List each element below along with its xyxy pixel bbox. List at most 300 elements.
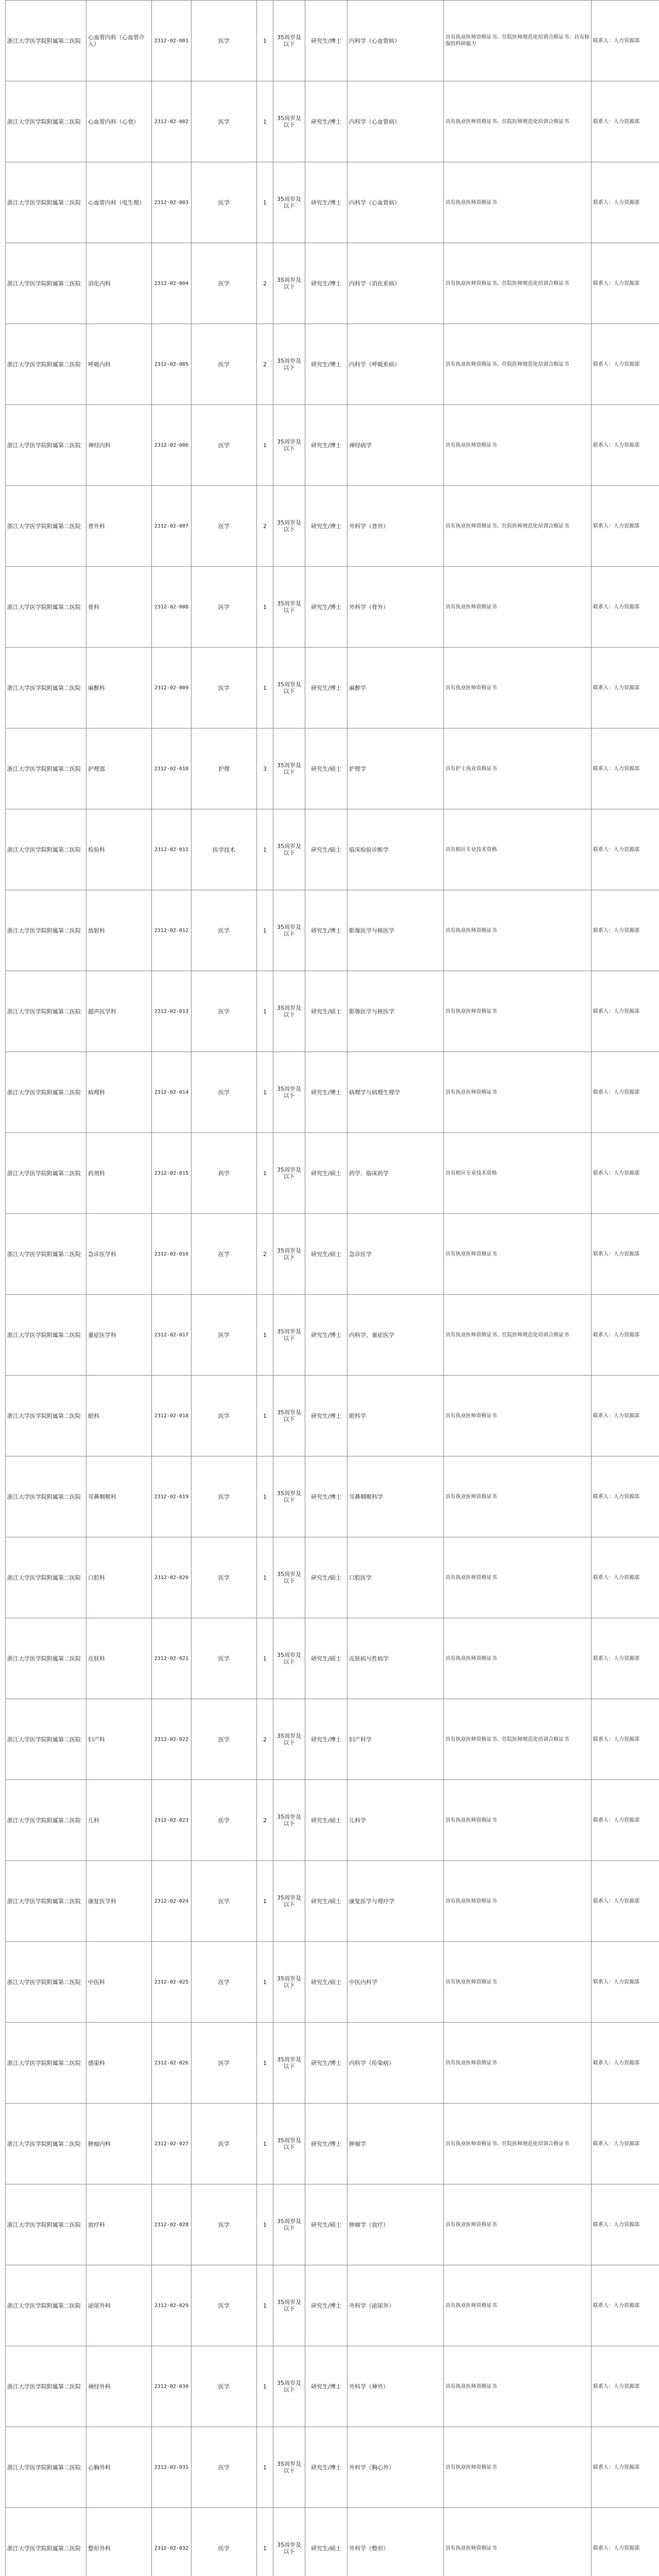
age-cell: 35周岁及以下 <box>273 648 305 728</box>
post-cell: 妇产科 <box>86 1699 152 1780</box>
code-cell: 2312-02-005 <box>152 324 192 405</box>
major-cell: 医学 <box>192 1052 257 1133</box>
age-cell: 35周岁及以下 <box>273 1 305 81</box>
other-condition-cell: 具有执业医师资格证书 <box>444 1942 592 2023</box>
requirement-cell: 临床检验诊断学 <box>348 809 444 890</box>
education-cell: 研究生/博士 <box>305 405 348 486</box>
contact-cell: 联系人：人力资源部 <box>592 243 659 324</box>
education-cell: 研究生/博士 <box>305 324 348 405</box>
post-cell: 病理科 <box>86 1052 152 1133</box>
other-condition-cell: 具有执业医师资格证书 <box>444 2265 592 2346</box>
requirement-cell: 眼科学 <box>348 1376 444 1456</box>
major-cell: 医学 <box>192 243 257 324</box>
major-cell: 药学 <box>192 1133 257 1214</box>
age-cell: 35周岁及以下 <box>273 1133 305 1214</box>
code-cell: 2312-02-023 <box>152 1780 192 1861</box>
other-condition-cell: 具有执业医师资格证书 <box>444 2346 592 2427</box>
requirement-cell: 妇产科学 <box>348 1699 444 1780</box>
table-row <box>6 1942 659 2023</box>
major-cell: 医学 <box>192 1537 257 1618</box>
requirement-cell: 中医内科学 <box>348 1942 444 2023</box>
code-cell: 2312-02-020 <box>152 1537 192 1618</box>
unit-cell: 浙江大学医学院附属第二医院 <box>6 648 86 728</box>
post-cell: 消化内科 <box>86 243 152 324</box>
major-cell: 医学 <box>192 324 257 405</box>
table-row <box>6 162 659 243</box>
table-row <box>6 1133 659 1214</box>
major-cell: 医学 <box>192 1456 257 1537</box>
age-cell: 35周岁及以下 <box>273 567 305 648</box>
other-condition-cell: 具有执业医师资格证书、住院医师规范化培训合格证书 <box>444 1699 592 1780</box>
requirement-cell: 麻醉学 <box>348 648 444 728</box>
other-condition-cell: 具有相应专业技术资格 <box>444 809 592 890</box>
number-cell: 2 <box>257 1780 273 1861</box>
age-cell: 35周岁及以下 <box>273 1376 305 1456</box>
other-condition-cell: 具有执业医师资格证书 <box>444 2508 592 2576</box>
requirement-cell: 外科学（神外） <box>348 2346 444 2427</box>
table-row <box>6 809 659 890</box>
contact-cell: 联系人：人力资源部 <box>592 1780 659 1861</box>
number-cell: 1 <box>257 162 273 243</box>
requirement-cell: 外科学（泌尿外） <box>348 2265 444 2346</box>
number-cell: 1 <box>257 1456 273 1537</box>
education-cell: 研究生/博士 <box>305 1699 348 1780</box>
post-cell: 神经内科 <box>86 405 152 486</box>
requirement-cell: 儿科学 <box>348 1780 444 1861</box>
table-row <box>6 1537 659 1618</box>
unit-cell: 浙江大学医学院附属第二医院 <box>6 1376 86 1456</box>
contact-cell: 联系人：人力资源部 <box>592 971 659 1052</box>
education-cell: 研究生/硕士 <box>305 1861 348 1942</box>
table-row <box>6 243 659 324</box>
major-cell: 护理 <box>192 728 257 809</box>
code-cell: 2312-02-026 <box>152 2023 192 2104</box>
age-cell: 35周岁及以下 <box>273 1295 305 1376</box>
post-cell: 泌尿外科 <box>86 2265 152 2346</box>
number-cell: 1 <box>257 890 273 971</box>
other-condition-cell: 具有执业医师资格证书 <box>444 1052 592 1133</box>
unit-cell: 浙江大学医学院附属第二医院 <box>6 1618 86 1699</box>
requirement-cell: 内科学（心血管病） <box>348 162 444 243</box>
major-cell: 医学 <box>192 1214 257 1295</box>
code-cell: 2312-02-009 <box>152 648 192 728</box>
other-condition-cell: 具有执业医师资格证书、住院医师规范化培训合格证书 <box>444 243 592 324</box>
table-row <box>6 890 659 971</box>
major-cell: 医学 <box>192 2104 257 2184</box>
education-cell: 研究生/博士 <box>305 1376 348 1456</box>
education-cell: 研究生/博士 <box>305 2265 348 2346</box>
post-cell: 神经外科 <box>86 2346 152 2427</box>
contact-cell: 联系人：人力资源部 <box>592 1699 659 1780</box>
table-row <box>6 2508 659 2576</box>
major-cell: 医学 <box>192 1376 257 1456</box>
major-cell: 医学 <box>192 486 257 567</box>
number-cell: 1 <box>257 1052 273 1133</box>
post-cell: 骨科 <box>86 567 152 648</box>
post-cell: 眼科 <box>86 1376 152 1456</box>
education-cell: 研究生/硕士 <box>305 809 348 890</box>
post-cell: 检验科 <box>86 809 152 890</box>
code-cell: 2312-02-002 <box>152 81 192 162</box>
code-cell: 2312-02-018 <box>152 1376 192 1456</box>
post-cell: 重症医学科 <box>86 1295 152 1376</box>
table-row <box>6 324 659 405</box>
age-cell: 35周岁及以下 <box>273 81 305 162</box>
age-cell: 35周岁及以下 <box>273 2508 305 2576</box>
other-condition-cell: 具有执业医师资格证书 <box>444 890 592 971</box>
age-cell: 35周岁及以下 <box>273 809 305 890</box>
requirement-cell: 内科学、重症医学 <box>348 1295 444 1376</box>
table-row <box>6 1618 659 1699</box>
table-row <box>6 405 659 486</box>
unit-cell: 浙江大学医学院附属第二医院 <box>6 1214 86 1295</box>
contact-cell: 联系人：人力资源部 <box>592 890 659 971</box>
code-cell: 2312-02-024 <box>152 1861 192 1942</box>
major-cell: 医学 <box>192 405 257 486</box>
contact-cell: 联系人：人力资源部 <box>592 1052 659 1133</box>
code-cell: 2312-02-017 <box>152 1295 192 1376</box>
contact-cell: 联系人：人力资源部 <box>592 809 659 890</box>
contact-cell: 联系人：人力资源部 <box>592 162 659 243</box>
age-cell: 35周岁及以下 <box>273 1456 305 1537</box>
unit-cell: 浙江大学医学院附属第二医院 <box>6 2104 86 2184</box>
post-cell: 皮肤科 <box>86 1618 152 1699</box>
code-cell: 2312-02-003 <box>152 162 192 243</box>
requirement-cell: 病理学与病理生理学 <box>348 1052 444 1133</box>
number-cell: 1 <box>257 809 273 890</box>
number-cell: 2 <box>257 1214 273 1295</box>
post-cell: 护理部 <box>86 728 152 809</box>
unit-cell: 浙江大学医学院附属第二医院 <box>6 324 86 405</box>
unit-cell: 浙江大学医学院附属第二医院 <box>6 567 86 648</box>
post-cell: 普外科 <box>86 486 152 567</box>
unit-cell: 浙江大学医学院附属第二医院 <box>6 2184 86 2265</box>
major-cell: 医学 <box>192 1861 257 1942</box>
unit-cell: 浙江大学医学院附属第二医院 <box>6 1295 86 1376</box>
number-cell: 2 <box>257 243 273 324</box>
table-row <box>6 648 659 728</box>
education-cell: 研究生/硕士 <box>305 1618 348 1699</box>
contact-cell: 联系人：人力资源部 <box>592 2023 659 2104</box>
education-cell: 研究生/博士 <box>305 1456 348 1537</box>
code-cell: 2312-02-001 <box>152 1 192 81</box>
code-cell: 2312-02-025 <box>152 1942 192 2023</box>
age-cell: 35周岁及以下 <box>273 1214 305 1295</box>
education-cell: 研究生/博士 <box>305 2427 348 2508</box>
contact-cell: 联系人：人力资源部 <box>592 486 659 567</box>
unit-cell: 浙江大学医学院附属第二医院 <box>6 1942 86 2023</box>
post-cell: 心血管内科（心衰） <box>86 81 152 162</box>
major-cell: 医学 <box>192 648 257 728</box>
requirement-cell: 影像医学与核医学 <box>348 890 444 971</box>
major-cell: 医学技术 <box>192 809 257 890</box>
requirement-cell: 神经病学 <box>348 405 444 486</box>
other-condition-cell: 具有执业医师资格证书、住院医师规范化培训合格证书；具有较强的科研能力 <box>444 1 592 81</box>
education-cell: 研究生/硕士 <box>305 1780 348 1861</box>
education-cell: 研究生/博士 <box>305 2104 348 2184</box>
table-row <box>6 1780 659 1861</box>
other-condition-cell: 具有执业医师资格证书 <box>444 2184 592 2265</box>
requirement-cell: 耳鼻咽喉科学 <box>348 1456 444 1537</box>
other-condition-cell: 具有执业医师资格证书 <box>444 1537 592 1618</box>
post-cell: 超声医学科 <box>86 971 152 1052</box>
number-cell: 1 <box>257 971 273 1052</box>
unit-cell: 浙江大学医学院附属第二医院 <box>6 1537 86 1618</box>
major-cell: 医学 <box>192 1 257 81</box>
code-cell: 2312-02-007 <box>152 486 192 567</box>
requirement-cell: 皮肤病与性病学 <box>348 1618 444 1699</box>
code-cell: 2312-02-006 <box>152 405 192 486</box>
table-row <box>6 486 659 567</box>
age-cell: 35周岁及以下 <box>273 1537 305 1618</box>
age-cell: 35周岁及以下 <box>273 1780 305 1861</box>
contact-cell: 联系人：人力资源部 <box>592 1214 659 1295</box>
other-condition-cell: 具有执业医师资格证书、住院医师规范化培训合格证书 <box>444 81 592 162</box>
contact-cell: 联系人：人力资源部 <box>592 2104 659 2184</box>
code-cell: 2312-02-028 <box>152 2184 192 2265</box>
code-cell: 2312-02-032 <box>152 2508 192 2576</box>
code-cell: 2312-02-029 <box>152 2265 192 2346</box>
other-condition-cell: 具有执业医师资格证书 <box>444 1618 592 1699</box>
education-cell: 研究生/博士 <box>305 162 348 243</box>
number-cell: 1 <box>257 2184 273 2265</box>
contact-cell: 联系人：人力资源部 <box>592 2265 659 2346</box>
age-cell: 35周岁及以下 <box>273 2104 305 2184</box>
education-cell: 研究生/博士 <box>305 648 348 728</box>
unit-cell: 浙江大学医学院附属第二医院 <box>6 2508 86 2576</box>
contact-cell: 联系人：人力资源部 <box>592 1 659 81</box>
table-row <box>6 1861 659 1942</box>
unit-cell: 浙江大学医学院附属第二医院 <box>6 162 86 243</box>
other-condition-cell: 具有执业医师资格证书、住院医师规范化培训合格证书 <box>444 2104 592 2184</box>
education-cell: 研究生/硕士 <box>305 1214 348 1295</box>
contact-cell: 联系人：人力资源部 <box>592 2508 659 2576</box>
number-cell: 1 <box>257 2265 273 2346</box>
unit-cell: 浙江大学医学院附属第二医院 <box>6 971 86 1052</box>
unit-cell: 浙江大学医学院附属第二医院 <box>6 1 86 81</box>
unit-cell: 浙江大学医学院附属第二医院 <box>6 2023 86 2104</box>
unit-cell: 浙江大学医学院附属第二医院 <box>6 81 86 162</box>
major-cell: 医学 <box>192 2184 257 2265</box>
post-cell: 感染科 <box>86 2023 152 2104</box>
unit-cell: 浙江大学医学院附属第二医院 <box>6 405 86 486</box>
contact-cell: 联系人：人力资源部 <box>592 2427 659 2508</box>
major-cell: 医学 <box>192 2023 257 2104</box>
requirement-cell: 急诊医学 <box>348 1214 444 1295</box>
age-cell: 35周岁及以下 <box>273 486 305 567</box>
unit-cell: 浙江大学医学院附属第二医院 <box>6 1133 86 1214</box>
post-cell: 放疗科 <box>86 2184 152 2265</box>
post-cell: 急诊医学科 <box>86 1214 152 1295</box>
requirement-cell: 影像医学与核医学 <box>348 971 444 1052</box>
code-cell: 2312-02-012 <box>152 890 192 971</box>
unit-cell: 浙江大学医学院附属第二医院 <box>6 1052 86 1133</box>
number-cell: 1 <box>257 648 273 728</box>
major-cell: 医学 <box>192 162 257 243</box>
age-cell: 35周岁及以下 <box>273 1861 305 1942</box>
age-cell: 35周岁及以下 <box>273 2346 305 2427</box>
table-body <box>6 1 659 2576</box>
requirement-cell: 肿瘤学 <box>348 2104 444 2184</box>
other-condition-cell: 具有执业医师资格证书 <box>444 162 592 243</box>
number-cell: 3 <box>257 728 273 809</box>
number-cell: 1 <box>257 405 273 486</box>
education-cell: 研究生/博士 <box>305 243 348 324</box>
major-cell: 医学 <box>192 890 257 971</box>
contact-cell: 联系人：人力资源部 <box>592 2346 659 2427</box>
table-row <box>6 1295 659 1376</box>
other-condition-cell: 具有执业医师资格证书、住院医师规范化培训合格证书 <box>444 1295 592 1376</box>
contact-cell: 联系人：人力资源部 <box>592 1133 659 1214</box>
code-cell: 2312-02-027 <box>152 2104 192 2184</box>
number-cell: 1 <box>257 567 273 648</box>
contact-cell: 联系人：人力资源部 <box>592 1376 659 1456</box>
age-cell: 35周岁及以下 <box>273 243 305 324</box>
code-cell: 2312-02-013 <box>152 971 192 1052</box>
post-cell: 口腔科 <box>86 1537 152 1618</box>
other-condition-cell: 具有执业医师资格证书 <box>444 971 592 1052</box>
post-cell: 心胸外科 <box>86 2427 152 2508</box>
other-condition-cell: 具有执业医师资格证书 <box>444 2023 592 2104</box>
unit-cell: 浙江大学医学院附属第二医院 <box>6 1699 86 1780</box>
number-cell: 1 <box>257 1942 273 2023</box>
table-row <box>6 728 659 809</box>
contact-cell: 联系人：人力资源部 <box>592 2184 659 2265</box>
recruitment-table <box>5 0 659 2576</box>
number-cell: 1 <box>257 2104 273 2184</box>
contact-cell: 联系人：人力资源部 <box>592 1456 659 1537</box>
contact-cell: 联系人：人力资源部 <box>592 728 659 809</box>
contact-cell: 联系人：人力资源部 <box>592 1295 659 1376</box>
requirement-cell: 药学、临床药学 <box>348 1133 444 1214</box>
major-cell: 医学 <box>192 971 257 1052</box>
post-cell: 肿瘤内科 <box>86 2104 152 2184</box>
table-row <box>6 2104 659 2184</box>
age-cell: 35周岁及以下 <box>273 2427 305 2508</box>
unit-cell: 浙江大学医学院附属第二医院 <box>6 890 86 971</box>
education-cell: 研究生/博士 <box>305 890 348 971</box>
education-cell: 研究生/硕士 <box>305 2508 348 2576</box>
code-cell: 2312-02-022 <box>152 1699 192 1780</box>
table-row <box>6 2184 659 2265</box>
unit-cell: 浙江大学医学院附属第二医院 <box>6 1861 86 1942</box>
other-condition-cell: 具有执业医师资格证书 <box>444 2427 592 2508</box>
code-cell: 2312-02-021 <box>152 1618 192 1699</box>
requirement-cell: 内科学（心血管病） <box>348 81 444 162</box>
education-cell: 研究生/博士 <box>305 2023 348 2104</box>
table-row <box>6 2346 659 2427</box>
number-cell: 1 <box>257 2346 273 2427</box>
requirement-cell: 外科学（整形） <box>348 2508 444 2576</box>
unit-cell: 浙江大学医学院附属第二医院 <box>6 728 86 809</box>
number-cell: 2 <box>257 324 273 405</box>
major-cell: 医学 <box>192 1699 257 1780</box>
age-cell: 35周岁及以下 <box>273 2023 305 2104</box>
unit-cell: 浙江大学医学院附属第二医院 <box>6 809 86 890</box>
table-row <box>6 1052 659 1133</box>
major-cell: 医学 <box>192 2346 257 2427</box>
education-cell: 研究生/硕士 <box>305 1133 348 1214</box>
contact-cell: 联系人：人力资源部 <box>592 324 659 405</box>
unit-cell: 浙江大学医学院附属第二医院 <box>6 2265 86 2346</box>
requirement-cell: 外科学（胸心外） <box>348 2427 444 2508</box>
post-cell: 康复医学科 <box>86 1861 152 1942</box>
requirement-cell: 康复医学与理疗学 <box>348 1861 444 1942</box>
code-cell: 2312-02-011 <box>152 809 192 890</box>
post-cell: 心血管内科（心血管介入） <box>86 1 152 81</box>
education-cell: 研究生/博士 <box>305 1052 348 1133</box>
education-cell: 研究生/硕士 <box>305 2184 348 2265</box>
post-cell: 中医科 <box>86 1942 152 2023</box>
requirement-cell: 口腔医学 <box>348 1537 444 1618</box>
table-row <box>6 1699 659 1780</box>
code-cell: 2312-02-015 <box>152 1133 192 1214</box>
age-cell: 35周岁及以下 <box>273 405 305 486</box>
education-cell: 研究生/硕士 <box>305 1537 348 1618</box>
code-cell: 2312-02-004 <box>152 243 192 324</box>
education-cell: 研究生/博士 <box>305 1295 348 1376</box>
unit-cell: 浙江大学医学院附属第二医院 <box>6 2427 86 2508</box>
major-cell: 医学 <box>192 567 257 648</box>
number-cell: 1 <box>257 2508 273 2576</box>
requirement-cell: 护理学 <box>348 728 444 809</box>
other-condition-cell: 具有执业医师资格证书 <box>444 1861 592 1942</box>
major-cell: 医学 <box>192 2427 257 2508</box>
table-row <box>6 2023 659 2104</box>
other-condition-cell: 具有护士执业资格证书 <box>444 728 592 809</box>
code-cell: 2312-02-008 <box>152 567 192 648</box>
code-cell: 2312-02-014 <box>152 1052 192 1133</box>
major-cell: 医学 <box>192 2508 257 2576</box>
education-cell: 研究生/博士 <box>305 81 348 162</box>
unit-cell: 浙江大学医学院附属第二医院 <box>6 243 86 324</box>
education-cell: 研究生/博士 <box>305 2346 348 2427</box>
post-cell: 呼吸内科 <box>86 324 152 405</box>
number-cell: 1 <box>257 1 273 81</box>
other-condition-cell: 具有执业医师资格证书 <box>444 1214 592 1295</box>
contact-cell: 联系人：人力资源部 <box>592 405 659 486</box>
other-condition-cell: 具有执业医师资格证书 <box>444 567 592 648</box>
age-cell: 35周岁及以下 <box>273 728 305 809</box>
number-cell: 1 <box>257 2023 273 2104</box>
education-cell: 研究生/博士 <box>305 486 348 567</box>
age-cell: 35周岁及以下 <box>273 1052 305 1133</box>
table-row <box>6 567 659 648</box>
other-condition-cell: 具有执业医师资格证书 <box>444 648 592 728</box>
post-cell: 儿科 <box>86 1780 152 1861</box>
contact-cell: 联系人：人力资源部 <box>592 1861 659 1942</box>
education-cell: 研究生/硕士 <box>305 1942 348 2023</box>
table-row <box>6 1376 659 1456</box>
age-cell: 35周岁及以下 <box>273 890 305 971</box>
code-cell: 2312-02-010 <box>152 728 192 809</box>
requirement-cell: 内科学（呼吸系病） <box>348 324 444 405</box>
table-row <box>6 1214 659 1295</box>
education-cell: 研究生/博士 <box>305 1 348 81</box>
contact-cell: 联系人：人力资源部 <box>592 567 659 648</box>
contact-cell: 联系人：人力资源部 <box>592 1618 659 1699</box>
number-cell: 1 <box>257 81 273 162</box>
major-cell: 医学 <box>192 1618 257 1699</box>
table-row <box>6 1456 659 1537</box>
age-cell: 35周岁及以下 <box>273 1699 305 1780</box>
contact-cell: 联系人：人力资源部 <box>592 648 659 728</box>
age-cell: 35周岁及以下 <box>273 2265 305 2346</box>
other-condition-cell: 具有执业医师资格证书 <box>444 405 592 486</box>
unit-cell: 浙江大学医学院附属第二医院 <box>6 1780 86 1861</box>
post-cell: 整形外科 <box>86 2508 152 2576</box>
code-cell: 2312-02-019 <box>152 1456 192 1537</box>
